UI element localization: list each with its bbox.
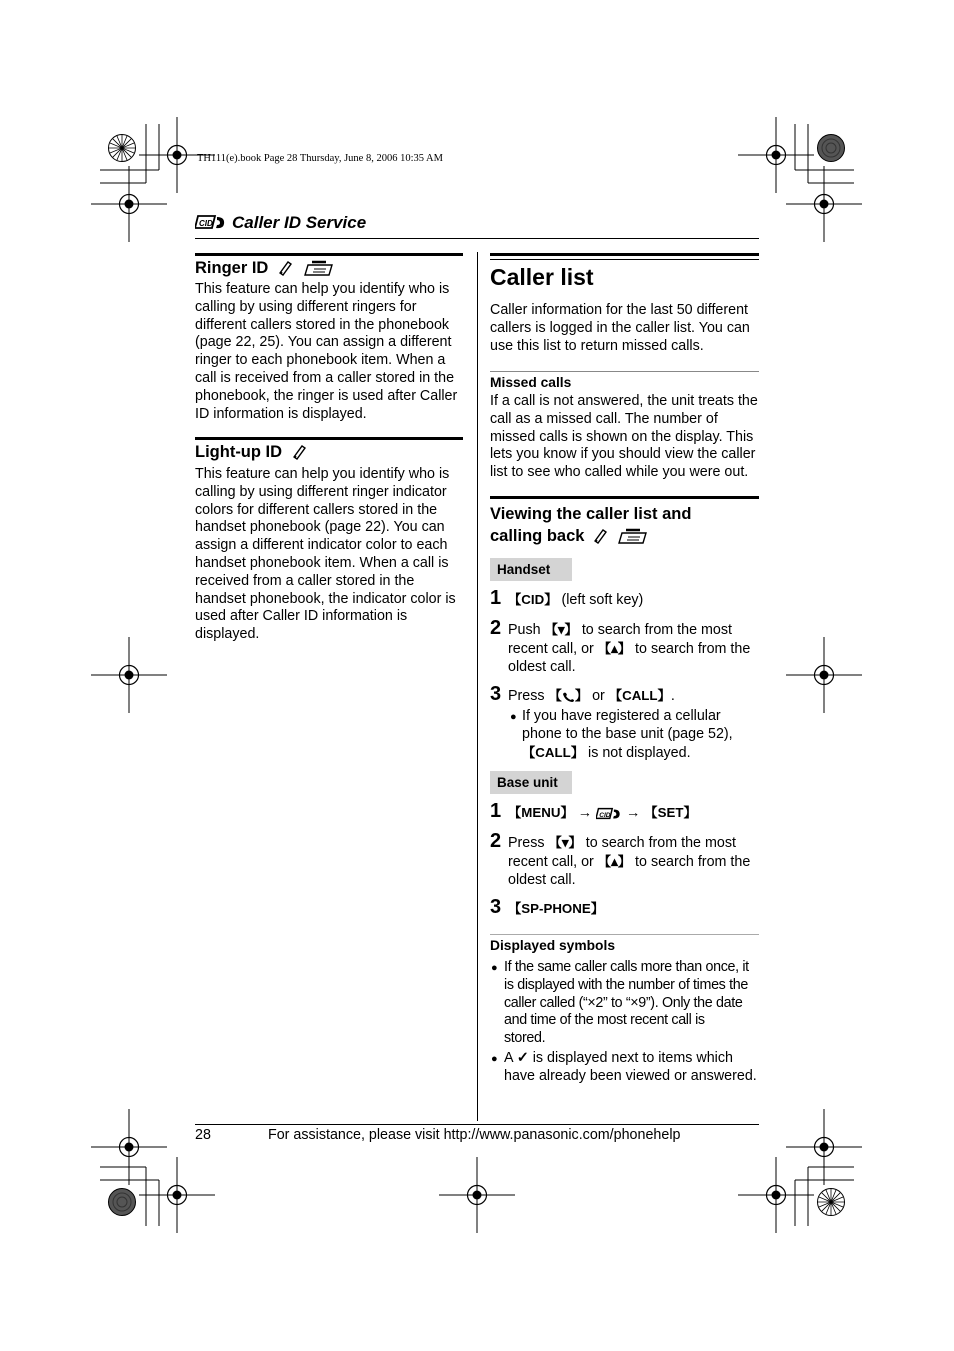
up-key: 【▴】 <box>597 640 632 656</box>
base-unit-icon <box>618 528 648 550</box>
handset-step-1-number: 1 <box>490 587 502 609</box>
handset-step-1: 【CID】 (left soft key) <box>508 592 644 608</box>
page-number: 28 <box>195 1127 211 1143</box>
caller-list-rule-top <box>490 253 759 256</box>
base-step-1: 【MENU】 → CID → 【SET】 <box>508 804 697 826</box>
bullet-icon: ● <box>491 1053 498 1065</box>
footer-rule <box>195 1124 759 1125</box>
column-divider <box>477 252 478 1121</box>
ringer-id-heading <box>195 259 334 281</box>
missed-calls-heading: Missed calls <box>490 375 572 390</box>
base-unit-tab: Base unit <box>490 771 572 794</box>
menu-key: 【MENU】 <box>508 805 574 820</box>
svg-text:CID: CID <box>199 219 213 228</box>
ringer-rule <box>195 253 463 256</box>
set-key: 【SET】 <box>644 805 697 820</box>
sp-phone-key: 【SP-PHONE】 <box>508 901 605 916</box>
page-title: Caller list <box>490 264 594 290</box>
base-step-3-number: 3 <box>490 896 502 918</box>
light-up-id-heading <box>195 443 307 465</box>
footer-text: For assistance, please visit http://www.panasonic.com/phonehelp <box>268 1127 681 1143</box>
bullet-icon: ● <box>491 962 498 974</box>
viewing-heading: Viewing the caller list and calling back <box>490 503 691 550</box>
missed-rule <box>490 371 759 372</box>
ringer-id-title: Ringer ID <box>195 259 269 277</box>
missed-calls-text: If a call is not answered, the unit treats the call as a missed call. The number of missed calls is shown on the display. This lets you know if you should view the caller list to see who called while you were out. <box>490 393 758 481</box>
down-key: 【▾】 <box>544 622 578 637</box>
symbols-bullet-1: If the same caller calls more than once, it is displayed with the number of times the caller called (“×2” to “×9”). Only the date and time of the most recent call is stored. <box>504 959 749 1047</box>
svg-text:CID: CID <box>599 811 611 819</box>
light-up-id-title: Light-up ID <box>195 443 283 461</box>
call-key: 【CALL】 <box>608 688 671 703</box>
displayed-symbols-heading: Displayed symbols <box>490 938 615 953</box>
caller-list-rule-thin <box>490 259 759 260</box>
base-step-1-number: 1 <box>490 800 502 822</box>
handset-step-2: Push 【▾】 to search from the most recent call, or 【▴】 to search from the oldest call. <box>508 622 751 675</box>
handset-icon <box>592 528 608 550</box>
handset-step-3: Press 【 】 or 【CALL】. <box>508 687 675 709</box>
handset-step-3-number: 3 <box>490 683 502 705</box>
handset-icon <box>277 260 293 281</box>
symbols-rule <box>490 934 759 935</box>
ringer-id-text: This feature can help you identify who is calling by using different ringers for different callers stored in the phonebook (page 22, 25). You can assign a different ringer to each phonebook item. When a call is received from a caller stored in the phonebook, the ringer is used after Caller ID information is displayed. <box>195 281 458 422</box>
symbols-bullet-2: A ✓ is displayed next to items which have already been viewed or answered. <box>504 1050 757 1084</box>
cid-key: 【CID】 <box>508 592 558 607</box>
light-up-id-text: This feature can help you identify who is calling by using different ringer indicator colors for different callers stored in the handset phonebook (page 22). You can assign a different indicator color to each handset phonebook item. When a call is received from a caller stored in the handset phonebook, the indicator color is used after Caller ID information is displayed. <box>195 466 456 643</box>
section-header-title: Caller ID Service <box>232 213 367 232</box>
check-icon: ✓ <box>516 1050 529 1066</box>
handset-tab: Handset <box>490 558 572 581</box>
handset-note: If you have registered a cellular phone to the base unit (page 52), 【CALL】 is not displayed. <box>522 708 733 761</box>
section-header <box>195 213 366 235</box>
handset-icon <box>291 444 307 465</box>
base-step-2: Press 【▾】 to search from the most recent call, or 【▴】 to search from the oldest call. <box>508 835 751 888</box>
header-rule <box>195 238 759 239</box>
caller-id-icon <box>596 807 622 826</box>
talk-icon <box>562 691 575 709</box>
lightup-rule <box>195 437 463 440</box>
handset-step-2-number: 2 <box>490 617 502 639</box>
base-unit-icon <box>304 260 334 281</box>
file-header: TH111(e).book Page 28 Thursday, June 8, 2006 10:35 AM <box>197 153 443 164</box>
bullet-icon: ● <box>510 711 517 723</box>
viewing-rule <box>490 496 759 499</box>
base-step-3 <box>508 900 604 919</box>
caller-list-intro: Caller information for the last 50 different callers is logged in the caller list. You can use this list to return missed calls. <box>490 302 750 354</box>
base-step-2-number: 2 <box>490 830 502 852</box>
caller-id-icon <box>195 214 227 235</box>
